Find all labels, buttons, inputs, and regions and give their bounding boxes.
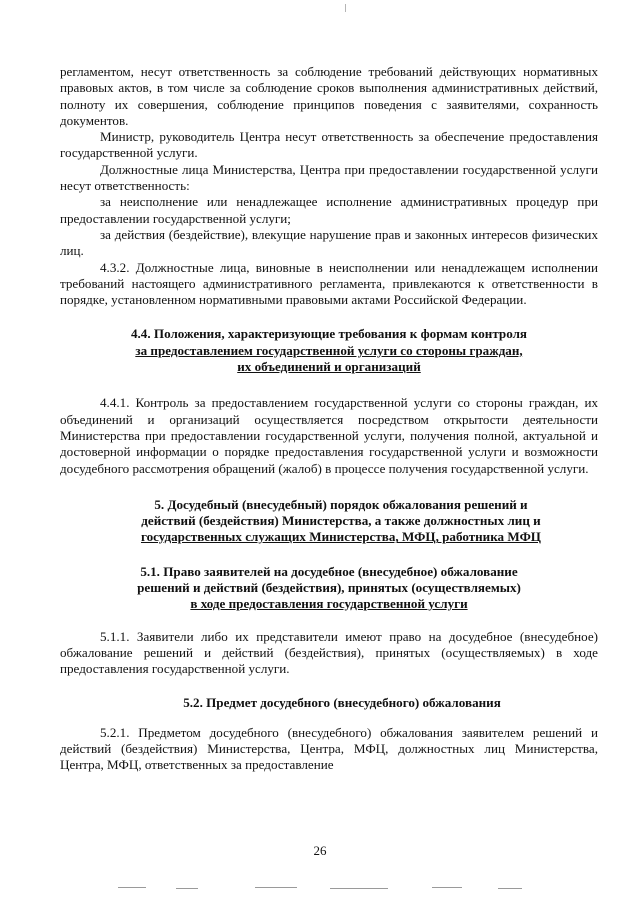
- heading-section-5: [60, 497, 598, 546]
- heading-line: 5.1. Право заявителей на досудебное (внесудебное) обжалование: [140, 563, 518, 579]
- paragraph-4-4-1: 4.4.1. Контроль за предоставлением государственной услуги со стороны граждан, их объединений и организаций осуществляется посредством открытости деятельности Министерства при предоставлении государственной услуги, получения полной, актуальной и достоверной информации о порядке предоставления государственной услуги и возможности досудебного рассмотрения обращений (жалоб) в процессе получения государственной услуги.: [60, 395, 598, 476]
- paragraph-4-3-2: 4.3.2. Должностные лица, виновные в неисполнении или ненадлежащем исполнении требований настоящего административного регламента, привлекаются к ответственности в порядке, установленном нормативными правовыми актами Российской Федерации.: [60, 259, 598, 308]
- heading-section-5-2: [60, 695, 598, 711]
- heading-line: за предоставлением государственной услуги со стороны граждан,: [135, 342, 523, 358]
- heading-line: 5.2. Предмет досудебного (внесудебного) обжалования: [183, 694, 501, 710]
- paragraph-minister-responsibility: Министр, руководитель Центра несут ответственность за обеспечение предоставления государственной услуги.: [60, 129, 598, 161]
- paragraph-actions-inaction: за действия (бездействие), влекущие нарушение прав и законных интересов физических лиц.: [60, 226, 598, 259]
- paragraph-5-2-1: 5.2.1. Предметом досудебного (внесудебного) обжалования заявителем решений и действий (бездействия) Министерства, Центра, МФЦ, должностных лиц Министерства, Центра, МФЦ, ответственных за предоставление: [60, 724, 598, 773]
- heading-line: их объединений и организаций: [237, 359, 421, 375]
- scan-artifact-line: [330, 888, 388, 889]
- page-number: 26: [313, 843, 327, 858]
- heading-line: решений и действий (бездействия), принятых (осуществляемых): [137, 580, 521, 596]
- heading-line: 5. Досудебный (внесудебный) порядок обжалования решений и: [154, 496, 528, 512]
- scan-artifact-mark: [345, 4, 346, 12]
- paragraph-non-execution: за неисполнение или ненадлежащее исполнение административных процедур при предоставлении государственной услуги;: [60, 194, 598, 226]
- scan-artifact-line: [176, 888, 198, 889]
- scan-artifact-line: [255, 887, 297, 888]
- scan-artifact-line: [432, 887, 462, 888]
- heading-line: в ходе предоставления государственной услуги: [190, 596, 468, 612]
- paragraph-officials-responsibility: Должностные лица Министерства, Центра при предоставлении государственной услуги несут ответственность:: [60, 161, 598, 194]
- scan-artifact-line: [118, 887, 146, 888]
- scan-artifact-line: [498, 888, 522, 889]
- paragraph-responsibility-regulation: регламентом, несут ответственность за соблюдение требований действующих нормативных правовых актов, в том числе за соблюдение сроков выполнения административных действий, полноту их совершения, соблюдение принципов поведения с заявителями, сохранность документов.: [60, 64, 598, 128]
- document-page: [60, 64, 598, 774]
- heading-section-5-1: [60, 564, 598, 613]
- heading-section-4-4: [60, 326, 598, 375]
- paragraph-5-1-1: 5.1.1. Заявители либо их представители имеют право на досудебное (внесудебное) обжалование решений и действий (бездействия), принятых (осуществляемых) в ходе предоставления государственной услуги.: [60, 628, 598, 677]
- heading-line: действий (бездействия) Министерства, а также должностных лиц и: [141, 513, 541, 529]
- heading-line: государственных служащих Министерства, МФЦ, работника МФЦ: [140, 529, 541, 545]
- heading-line: 4.4. Положения, характеризующие требования к формам контроля: [130, 326, 528, 342]
